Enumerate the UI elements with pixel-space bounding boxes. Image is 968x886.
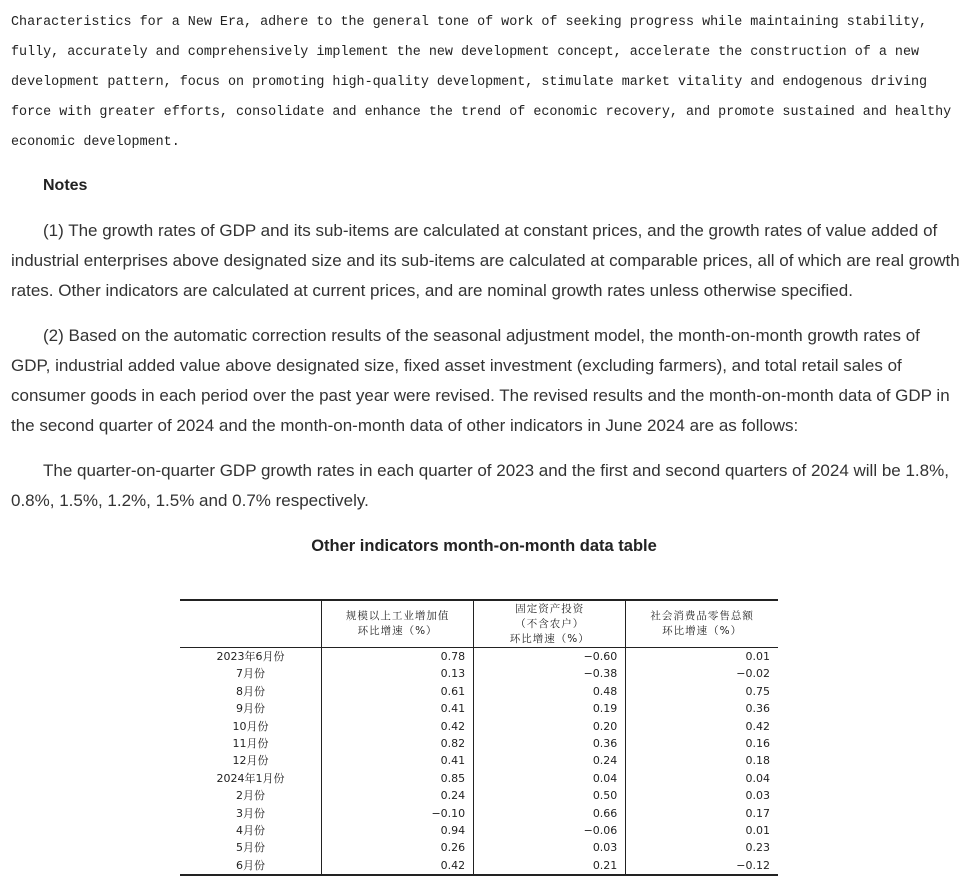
period-cell: 2月份 bbox=[236, 789, 265, 803]
value-cell: 0.03 bbox=[474, 839, 626, 856]
value-cell: 0.21 bbox=[474, 857, 626, 875]
table-row bbox=[180, 700, 778, 717]
note-paragraph-1: (1) The growth rates of GDP and its sub-items are calculated at constant prices, and the growth rates of value added of industrial enterprises above designated size and its sub-items are calculated at comparable prices, all of which are real growth rates. Other indicators are calculated at current prices, and are nominal growth rates unless otherwise specified. bbox=[11, 221, 960, 300]
value-cell: −0.06 bbox=[474, 822, 626, 839]
table-row bbox=[180, 805, 778, 822]
value-cell: 0.78 bbox=[322, 648, 474, 666]
value-cell: 0.42 bbox=[322, 857, 474, 875]
month-on-month-table bbox=[180, 599, 778, 876]
value-cell: 0.19 bbox=[474, 700, 626, 717]
value-cell: 0.23 bbox=[626, 839, 778, 856]
header-line: 规模以上工业增加值 bbox=[345, 610, 450, 622]
value-cell: 0.24 bbox=[322, 787, 474, 804]
value-cell: −0.02 bbox=[626, 665, 778, 682]
value-cell: 0.42 bbox=[322, 718, 474, 735]
value-cell: 0.24 bbox=[474, 752, 626, 769]
value-cell: 0.61 bbox=[322, 683, 474, 700]
header-retail bbox=[626, 600, 778, 648]
header-line: （不含农户） bbox=[515, 617, 585, 630]
value-cell: 0.41 bbox=[322, 700, 474, 717]
value-cell: 0.13 bbox=[322, 665, 474, 682]
table-row bbox=[180, 718, 778, 735]
value-cell: −0.60 bbox=[474, 648, 626, 666]
value-cell: 0.04 bbox=[626, 770, 778, 787]
header-line: 社会消费品零售总额 bbox=[650, 610, 754, 622]
value-cell: 0.20 bbox=[474, 718, 626, 735]
value-cell: 0.42 bbox=[626, 718, 778, 735]
table-row bbox=[180, 787, 778, 804]
table-row bbox=[180, 648, 778, 666]
value-cell: −0.10 bbox=[322, 805, 474, 822]
value-cell: 0.50 bbox=[474, 787, 626, 804]
header-line: 环比增速（%） bbox=[509, 632, 590, 645]
value-cell: 0.36 bbox=[474, 735, 626, 752]
header-line: 固定资产投资 bbox=[515, 602, 585, 615]
value-cell: 0.94 bbox=[322, 822, 474, 839]
table-header-row bbox=[180, 600, 778, 648]
header-industrial bbox=[322, 600, 474, 648]
table-row bbox=[180, 683, 778, 700]
period-cell: 11月份 bbox=[232, 737, 269, 751]
period-cell: 2023年6月份 bbox=[216, 650, 285, 663]
value-cell: 0.01 bbox=[626, 648, 778, 666]
table-row bbox=[180, 839, 778, 856]
period-cell: 8月份 bbox=[236, 684, 265, 698]
header-period bbox=[180, 600, 322, 648]
header-line: 环比增速（%） bbox=[357, 625, 438, 637]
table-body bbox=[180, 648, 778, 876]
value-cell: 0.36 bbox=[626, 700, 778, 717]
value-cell: 0.03 bbox=[626, 787, 778, 804]
period-cell: 9月份 bbox=[236, 702, 265, 716]
header-fixed-asset bbox=[474, 600, 626, 648]
note-paragraph-3: The quarter-on-quarter GDP growth rates in each quarter of 2023 and the first and second quarters of 2024 will be 1.8%, 0.8%, 1.5%, 1.2%, 1.5% and 0.7% respectively. bbox=[11, 461, 949, 510]
value-cell: 0.66 bbox=[474, 805, 626, 822]
value-cell: 0.18 bbox=[626, 752, 778, 769]
value-cell: 0.16 bbox=[626, 735, 778, 752]
value-cell: −0.38 bbox=[474, 665, 626, 682]
intro-paragraph: Characteristics for a New Era, adhere to the general tone of work of seeking progress while maintaining stability, fully, accurately and comprehensively implement the new development concept, accelerate the construction of a new development pattern, focus on promoting high-quality development, stimulate market vitality and endogenous driving force with greater efforts, consolidate and enhance the trend of economic recovery, and promote sustained and healthy economic development. bbox=[11, 15, 952, 150]
value-cell: 0.26 bbox=[322, 839, 474, 856]
table-row bbox=[180, 770, 778, 787]
table-title: Other indicators month-on-month data table bbox=[311, 537, 657, 555]
period-cell: 5月份 bbox=[236, 841, 265, 855]
table-row bbox=[180, 857, 778, 875]
value-cell: 0.17 bbox=[626, 805, 778, 822]
table-row bbox=[180, 822, 778, 839]
value-cell: 0.75 bbox=[626, 683, 778, 700]
notes-heading: Notes bbox=[43, 177, 88, 194]
value-cell: 0.85 bbox=[322, 770, 474, 787]
table-row bbox=[180, 752, 778, 769]
value-cell: 0.48 bbox=[474, 683, 626, 700]
note-paragraph-2: (2) Based on the automatic correction results of the seasonal adjustment model, the month-on-month growth rates of GDP, industrial added value above designated size, fixed asset investment (excluding farmers), and total retail sales of consumer goods in each period over the past year were revised. The revised results and the month-on-month data of GDP in the second quarter of 2024 and the month-on-month data of other indicators in June 2024 are as follows: bbox=[11, 326, 950, 435]
table-row bbox=[180, 735, 778, 752]
period-cell: 10月份 bbox=[232, 719, 269, 733]
header-line: 环比增速（%） bbox=[662, 625, 743, 637]
value-cell: −0.12 bbox=[626, 857, 778, 875]
table-row bbox=[180, 665, 778, 682]
value-cell: 0.01 bbox=[626, 822, 778, 839]
value-cell: 0.82 bbox=[322, 735, 474, 752]
period-cell: 6月份 bbox=[180, 857, 322, 875]
period-cell: 3月份 bbox=[236, 806, 265, 820]
period-cell: 12月份 bbox=[232, 754, 269, 768]
period-cell: 2024年1月份 bbox=[216, 771, 285, 785]
period-cell: 4月份 bbox=[236, 824, 265, 838]
value-cell: 0.41 bbox=[322, 752, 474, 769]
period-cell: 7月份 bbox=[236, 667, 265, 681]
value-cell: 0.04 bbox=[474, 770, 626, 787]
